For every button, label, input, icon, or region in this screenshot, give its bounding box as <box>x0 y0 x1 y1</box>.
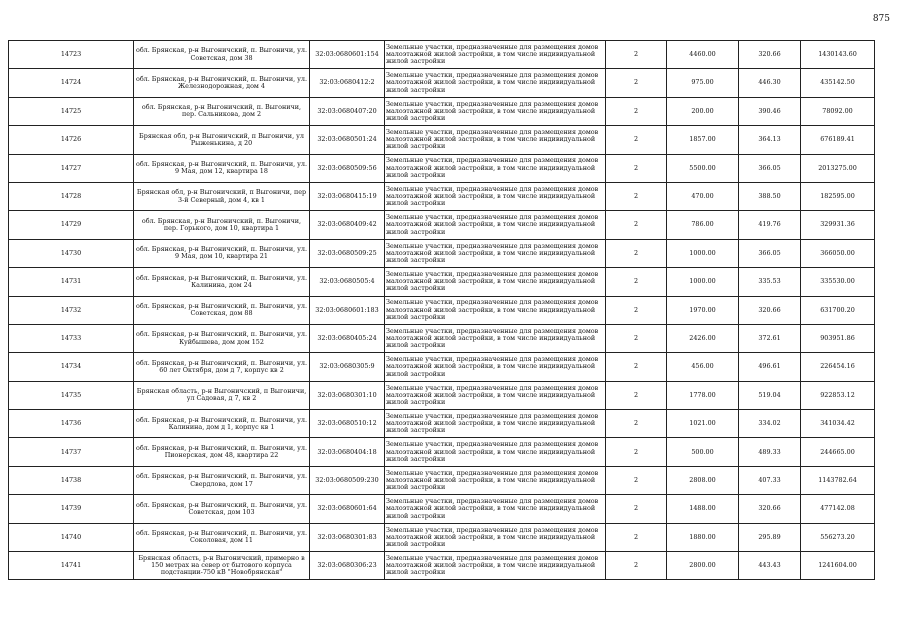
cadastral-number-cell: 32:03:0680601:183 <box>310 296 385 324</box>
land-use-cell: Земельные участки, предназначенные для размещения домов малоэтажной жилой застройки, в том числе индивидуальной жилой застройки <box>385 410 606 438</box>
class-cell: 2 <box>606 126 667 154</box>
address-cell: обл. Брянская, р-н Выгоничский, п. Выгоничи, ул. Советская, дом 38 <box>134 41 310 69</box>
address-cell: обл. Брянская, р-н Выгоничский, п. Выгоничи, пер. Сальникова, дом 2 <box>134 97 310 125</box>
row-number: 14724 <box>9 69 134 97</box>
table-row <box>9 211 875 239</box>
land-registry-table <box>8 40 875 580</box>
cadastral-number-cell: 32:03:0680407:20 <box>310 97 385 125</box>
address-cell: обл. Брянская, р-н Выгоничский, п. Выгоничи, ул. Калинина, дом д 1, корпус кв 1 <box>134 410 310 438</box>
land-use-cell: Земельные участки, предназначенные для размещения домов малоэтажной жилой застройки, в том числе индивидуальной жилой застройки <box>385 353 606 381</box>
cadastral-number-cell: 32:03:0680601:154 <box>310 41 385 69</box>
cadastral-number-cell: 32:03:0680301:83 <box>310 523 385 551</box>
unit-value-cell: 334.02 <box>739 410 801 438</box>
class-cell: 2 <box>606 552 667 580</box>
table-row <box>9 353 875 381</box>
table-row <box>9 552 875 580</box>
area-cell: 1778.00 <box>667 381 739 409</box>
area-cell: 1021.00 <box>667 410 739 438</box>
area-cell: 4460.00 <box>667 41 739 69</box>
address-cell: обл. Брянская, р-н Выгоничский, п. Выгоничи, ул. Пионерская, дом 48, квартира 22 <box>134 438 310 466</box>
table-row <box>9 69 875 97</box>
unit-value-cell: 519.04 <box>739 381 801 409</box>
address-cell: Брянская обл, р-н Выгоничский, п Выгоничи, ул Рыженькина, д 20 <box>134 126 310 154</box>
area-cell: 975.00 <box>667 69 739 97</box>
address-cell: обл. Брянская, р-н Выгоничский, п. Выгоничи, ул. Советская, дом 88 <box>134 296 310 324</box>
address-cell: Брянская область, р-н Выгоничский, примерно в 150 метрах на север от бытового корпуса подстанции-750 кВ "Новобрянская" <box>134 552 310 580</box>
land-use-cell: Земельные участки, предназначенные для размещения домов малоэтажной жилой застройки, в том числе индивидуальной жилой застройки <box>385 239 606 267</box>
address-cell: обл. Брянская, р-н Выгоничский, п. Выгоничи, ул. Калинина, дом 24 <box>134 268 310 296</box>
cadastral-number-cell: 32:03:0680415:19 <box>310 182 385 210</box>
class-cell: 2 <box>606 381 667 409</box>
table-row <box>9 41 875 69</box>
cadastral-value-cell: 1143782.64 <box>801 466 875 494</box>
land-use-cell: Земельные участки, предназначенные для размещения домов малоэтажной жилой застройки, в том числе индивидуальной жилой застройки <box>385 438 606 466</box>
land-use-cell: Земельные участки, предназначенные для размещения домов малоэтажной жилой застройки, в том числе индивидуальной жилой застройки <box>385 495 606 523</box>
land-use-cell: Земельные участки, предназначенные для размещения домов малоэтажной жилой застройки, в том числе индивидуальной жилой застройки <box>385 466 606 494</box>
class-cell: 2 <box>606 268 667 296</box>
unit-value-cell: 446.30 <box>739 69 801 97</box>
row-number: 14732 <box>9 296 134 324</box>
area-cell: 1970.00 <box>667 296 739 324</box>
table-row <box>9 268 875 296</box>
unit-value-cell: 295.89 <box>739 523 801 551</box>
cadastral-value-cell: 335530.00 <box>801 268 875 296</box>
area-cell: 2426.00 <box>667 324 739 352</box>
address-cell: обл. Брянская, р-н Выгоничский, п. Выгоничи, ул. Соколовая, дом 11 <box>134 523 310 551</box>
row-number: 14738 <box>9 466 134 494</box>
row-number: 14731 <box>9 268 134 296</box>
table-row <box>9 495 875 523</box>
cadastral-number-cell: 32:03:0680405:24 <box>310 324 385 352</box>
unit-value-cell: 496.61 <box>739 353 801 381</box>
cadastral-number-cell: 32:03:0680306:23 <box>310 552 385 580</box>
cadastral-number-cell: 32:03:0680510:12 <box>310 410 385 438</box>
unit-value-cell: 489.33 <box>739 438 801 466</box>
area-cell: 200.00 <box>667 97 739 125</box>
row-number: 14736 <box>9 410 134 438</box>
address-cell: Брянская обл, р-н Выгоничский, п Выгоничи, пер 3-й Северный, дом 4, кв 1 <box>134 182 310 210</box>
class-cell: 2 <box>606 69 667 97</box>
cadastral-number-cell: 32:03:0680601:64 <box>310 495 385 523</box>
row-number: 14723 <box>9 41 134 69</box>
class-cell: 2 <box>606 41 667 69</box>
land-use-cell: Земельные участки, предназначенные для размещения домов малоэтажной жилой застройки, в том числе индивидуальной жилой застройки <box>385 126 606 154</box>
address-cell: обл. Брянская, р-н Выгоничский, п. Выгоничи, ул. Свердлова, дом 17 <box>134 466 310 494</box>
row-number: 14727 <box>9 154 134 182</box>
address-cell: обл. Брянская, р-н Выгоничский, п. Выгоничи, ул. Железнодорожная, дом 4 <box>134 69 310 97</box>
unit-value-cell: 364.13 <box>739 126 801 154</box>
cadastral-number-cell: 32:03:0680509:230 <box>310 466 385 494</box>
row-number: 14740 <box>9 523 134 551</box>
address-cell: обл. Брянская, р-н Выгоничский, п. Выгоничи, пер. Горького, дом 10, квартира 1 <box>134 211 310 239</box>
area-cell: 5500.00 <box>667 154 739 182</box>
land-use-cell: Земельные участки, предназначенные для размещения домов малоэтажной жилой застройки, в том числе индивидуальной жилой застройки <box>385 154 606 182</box>
cadastral-value-cell: 329931.36 <box>801 211 875 239</box>
unit-value-cell: 335.53 <box>739 268 801 296</box>
class-cell: 2 <box>606 97 667 125</box>
table-row <box>9 466 875 494</box>
land-use-cell: Земельные участки, предназначенные для размещения домов малоэтажной жилой застройки, в том числе индивидуальной жилой застройки <box>385 381 606 409</box>
cadastral-number-cell: 32:03:0680501:24 <box>310 126 385 154</box>
area-cell: 1488.00 <box>667 495 739 523</box>
address-cell: обл. Брянская, р-н Выгоничский, п. Выгоничи, ул. 9 Мая, дом 12, квартира 18 <box>134 154 310 182</box>
cadastral-value-cell: 1430143.60 <box>801 41 875 69</box>
cadastral-value-cell: 182595.00 <box>801 182 875 210</box>
cadastral-number-cell: 32:03:0680509:56 <box>310 154 385 182</box>
row-number: 14739 <box>9 495 134 523</box>
area-cell: 2808.00 <box>667 466 739 494</box>
cadastral-number-cell: 32:03:0680509:25 <box>310 239 385 267</box>
address-cell: обл. Брянская, р-н Выгоничский, п. Выгоничи, ул. 60 лет Октября, дом д 7, корпус кв 2 <box>134 353 310 381</box>
area-cell: 1000.00 <box>667 268 739 296</box>
unit-value-cell: 320.66 <box>739 495 801 523</box>
land-use-cell: Земельные участки, предназначенные для размещения домов малоэтажной жилой застройки, в том числе индивидуальной жилой застройки <box>385 97 606 125</box>
unit-value-cell: 320.66 <box>739 41 801 69</box>
unit-value-cell: 372.61 <box>739 324 801 352</box>
cadastral-value-cell: 366050.00 <box>801 239 875 267</box>
cadastral-value-cell: 1241604.00 <box>801 552 875 580</box>
land-use-cell: Земельные участки, предназначенные для размещения домов малоэтажной жилой застройки, в том числе индивидуальной жилой застройки <box>385 324 606 352</box>
area-cell: 470.00 <box>667 182 739 210</box>
table-row <box>9 324 875 352</box>
table-row <box>9 410 875 438</box>
table-row <box>9 438 875 466</box>
row-number: 14734 <box>9 353 134 381</box>
address-cell: обл. Брянская, р-н Выгоничский, п. Выгоничи, ул. Советская, дом 103 <box>134 495 310 523</box>
page-number: 875 <box>872 14 890 24</box>
class-cell: 2 <box>606 353 667 381</box>
area-cell: 1857.00 <box>667 126 739 154</box>
area-cell: 786.00 <box>667 211 739 239</box>
cadastral-value-cell: 226454.16 <box>801 353 875 381</box>
cadastral-value-cell: 903951.86 <box>801 324 875 352</box>
row-number: 14733 <box>9 324 134 352</box>
land-use-cell: Земельные участки, предназначенные для размещения домов малоэтажной жилой застройки, в том числе индивидуальной жилой застройки <box>385 268 606 296</box>
row-number: 14730 <box>9 239 134 267</box>
class-cell: 2 <box>606 296 667 324</box>
land-use-cell: Земельные участки, предназначенные для размещения домов малоэтажной жилой застройки, в том числе индивидуальной жилой застройки <box>385 523 606 551</box>
table-row <box>9 296 875 324</box>
address-cell: обл. Брянская, р-н Выгоничский, п. Выгоничи, ул. Куйбышева, дом дом 152 <box>134 324 310 352</box>
row-number: 14741 <box>9 552 134 580</box>
cadastral-value-cell: 435142.50 <box>801 69 875 97</box>
class-cell: 2 <box>606 523 667 551</box>
row-number: 14725 <box>9 97 134 125</box>
row-number: 14735 <box>9 381 134 409</box>
table-row <box>9 182 875 210</box>
address-cell: обл. Брянская, р-н Выгоничский, п. Выгоничи, ул. 9 Мая, дом 10, квартира 21 <box>134 239 310 267</box>
cadastral-value-cell: 477142.08 <box>801 495 875 523</box>
table-row <box>9 97 875 125</box>
table-row <box>9 523 875 551</box>
table-body <box>9 41 875 580</box>
cadastral-value-cell: 922853.12 <box>801 381 875 409</box>
unit-value-cell: 419.76 <box>739 211 801 239</box>
land-use-cell: Земельные участки, предназначенные для размещения домов малоэтажной жилой застройки, в том числе индивидуальной жилой застройки <box>385 182 606 210</box>
cadastral-value-cell: 78092.00 <box>801 97 875 125</box>
cadastral-value-cell: 676189.41 <box>801 126 875 154</box>
table-row <box>9 381 875 409</box>
area-cell: 1880.00 <box>667 523 739 551</box>
unit-value-cell: 366.05 <box>739 239 801 267</box>
class-cell: 2 <box>606 438 667 466</box>
table-row <box>9 154 875 182</box>
cadastral-number-cell: 32:03:0680305:9 <box>310 353 385 381</box>
class-cell: 2 <box>606 495 667 523</box>
land-use-cell: Земельные участки, предназначенные для размещения домов малоэтажной жилой застройки, в том числе индивидуальной жилой застройки <box>385 41 606 69</box>
cadastral-value-cell: 2013275.00 <box>801 154 875 182</box>
class-cell: 2 <box>606 182 667 210</box>
unit-value-cell: 407.33 <box>739 466 801 494</box>
area-cell: 2800.00 <box>667 552 739 580</box>
cadastral-value-cell: 631700.20 <box>801 296 875 324</box>
class-cell: 2 <box>606 324 667 352</box>
area-cell: 500.00 <box>667 438 739 466</box>
class-cell: 2 <box>606 239 667 267</box>
class-cell: 2 <box>606 466 667 494</box>
class-cell: 2 <box>606 410 667 438</box>
table-row <box>9 239 875 267</box>
class-cell: 2 <box>606 154 667 182</box>
land-use-cell: Земельные участки, предназначенные для размещения домов малоэтажной жилой застройки, в том числе индивидуальной жилой застройки <box>385 69 606 97</box>
cadastral-number-cell: 32:03:0680409:42 <box>310 211 385 239</box>
class-cell: 2 <box>606 211 667 239</box>
row-number: 14737 <box>9 438 134 466</box>
cadastral-number-cell: 32:03:0680404:18 <box>310 438 385 466</box>
row-number: 14728 <box>9 182 134 210</box>
land-use-cell: Земельные участки, предназначенные для размещения домов малоэтажной жилой застройки, в том числе индивидуальной жилой застройки <box>385 296 606 324</box>
cadastral-value-cell: 341034.42 <box>801 410 875 438</box>
land-use-cell: Земельные участки, предназначенные для размещения домов малоэтажной жилой застройки, в том числе индивидуальной жилой застройки <box>385 211 606 239</box>
unit-value-cell: 443.43 <box>739 552 801 580</box>
row-number: 14729 <box>9 211 134 239</box>
unit-value-cell: 320.66 <box>739 296 801 324</box>
area-cell: 1000.00 <box>667 239 739 267</box>
cadastral-value-cell: 244665.00 <box>801 438 875 466</box>
cadastral-value-cell: 556273.20 <box>801 523 875 551</box>
land-use-cell: Земельные участки, предназначенные для размещения домов малоэтажной жилой застройки, в том числе индивидуальной жилой застройки <box>385 552 606 580</box>
area-cell: 456.00 <box>667 353 739 381</box>
row-number: 14726 <box>9 126 134 154</box>
unit-value-cell: 388.50 <box>739 182 801 210</box>
cadastral-number-cell: 32:03:0680505:4 <box>310 268 385 296</box>
unit-value-cell: 366.05 <box>739 154 801 182</box>
cadastral-number-cell: 32:03:0680301:10 <box>310 381 385 409</box>
table-row <box>9 126 875 154</box>
unit-value-cell: 390.46 <box>739 97 801 125</box>
address-cell: Брянская область, р-н Выгоничский, п Выгоничи, ул Садовая, д 7, кв 2 <box>134 381 310 409</box>
cadastral-number-cell: 32:03:0680412:2 <box>310 69 385 97</box>
